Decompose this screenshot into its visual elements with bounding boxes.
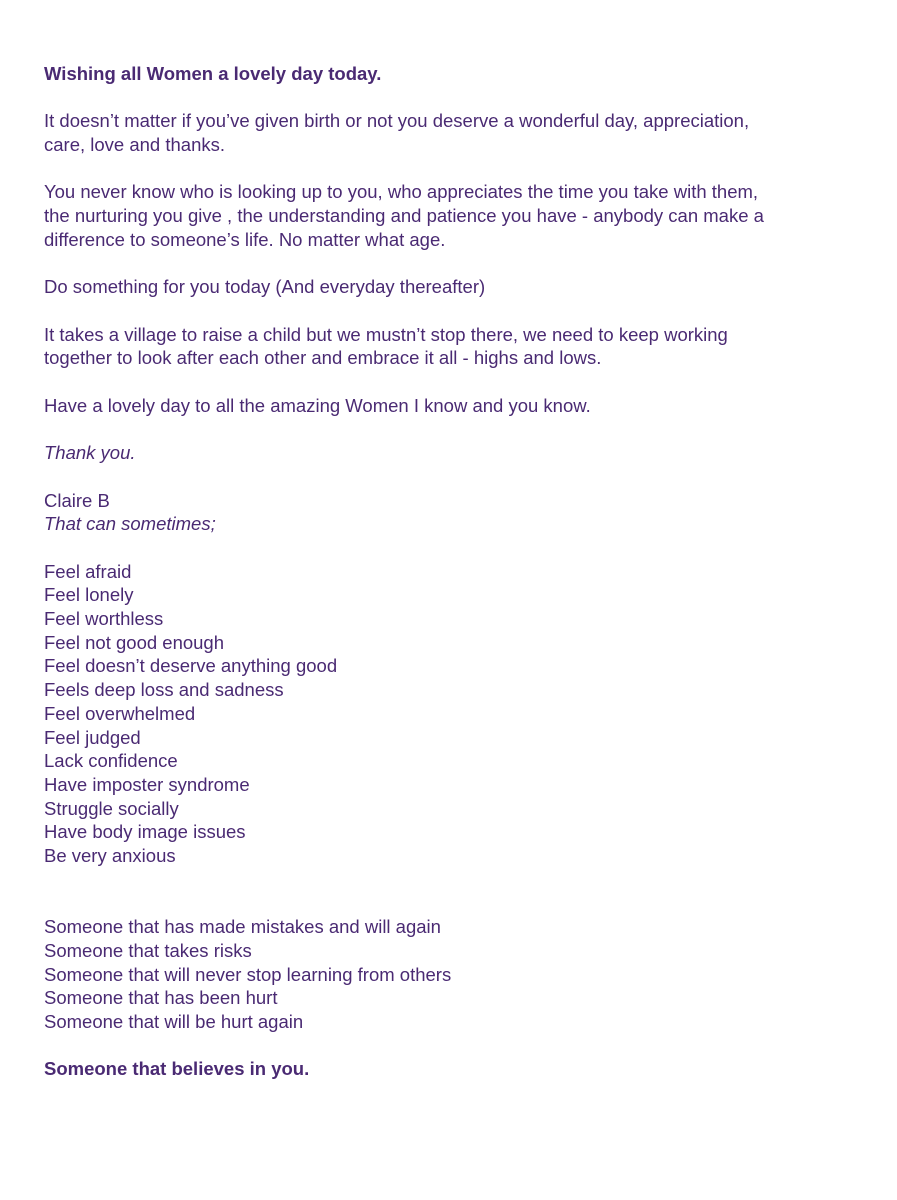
paragraph-line: the nurturing you give , the understanding and patience you have - anybody can make a — [44, 205, 764, 227]
list-item: Feel doesn’t deserve anything good — [44, 655, 338, 677]
paragraph-line: It doesn’t matter if you’ve given birth or not you deserve a wonderful day, appreciation, — [44, 110, 750, 132]
signature: Claire B — [44, 489, 110, 511]
list-item: Someone that has been hurt — [44, 987, 278, 1009]
list-item: Feel lonely — [44, 584, 134, 606]
list-item: Be very anxious — [44, 845, 176, 867]
feelings-list — [44, 560, 864, 868]
list-item: Have body image issues — [44, 821, 246, 843]
list-item: Someone that takes risks — [44, 939, 252, 961]
paragraph-do-something — [44, 275, 864, 299]
list-item: Feels deep loss and sadness — [44, 679, 284, 701]
list-item: Struggle socially — [44, 797, 179, 819]
list-item: Someone that will be hurt again — [44, 1010, 304, 1032]
paragraph-line: difference to someone’s life. No matter what age. — [44, 228, 446, 250]
paragraph-line: care, love and thanks. — [44, 134, 225, 156]
subtitle: That can sometimes; — [44, 513, 216, 535]
heading: Wishing all Women a lovely day today. — [44, 63, 382, 84]
list-item: Feel not good enough — [44, 631, 225, 653]
list-item: Someone that will never stop learning from others — [44, 963, 452, 985]
paragraph-looking-up — [44, 180, 864, 251]
list-item: Have imposter syndrome — [44, 773, 250, 795]
paragraph-line: Do something for you today (And everyday thereafter) — [44, 276, 486, 298]
thanks-line: Thank you. — [44, 442, 136, 464]
paragraph-line: together to look after each other and embrace it all - highs and lows. — [44, 347, 602, 369]
list-item: Feel judged — [44, 726, 141, 748]
someone-list — [44, 915, 864, 1034]
paragraph-lovely-day — [44, 394, 864, 418]
list-item: Feel afraid — [44, 560, 132, 582]
list-item: Lack confidence — [44, 750, 178, 772]
list-item: Someone that has made mistakes and will again — [44, 916, 441, 938]
list-item: Feel worthless — [44, 608, 164, 630]
paragraph-line: Have a lovely day to all the amazing Women I know and you know. — [44, 394, 591, 416]
paragraph-line: You never know who is looking up to you, who appreciates the time you take with them, — [44, 181, 759, 203]
paragraph-birth — [44, 109, 864, 156]
paragraph-village — [44, 323, 864, 370]
paragraph-line: It takes a village to raise a child but we mustn’t stop there, we need to keep working — [44, 323, 728, 345]
closing-line: Someone that believes in you. — [44, 1058, 310, 1080]
list-item: Feel overwhelmed — [44, 702, 196, 724]
document-page — [44, 62, 864, 1081]
